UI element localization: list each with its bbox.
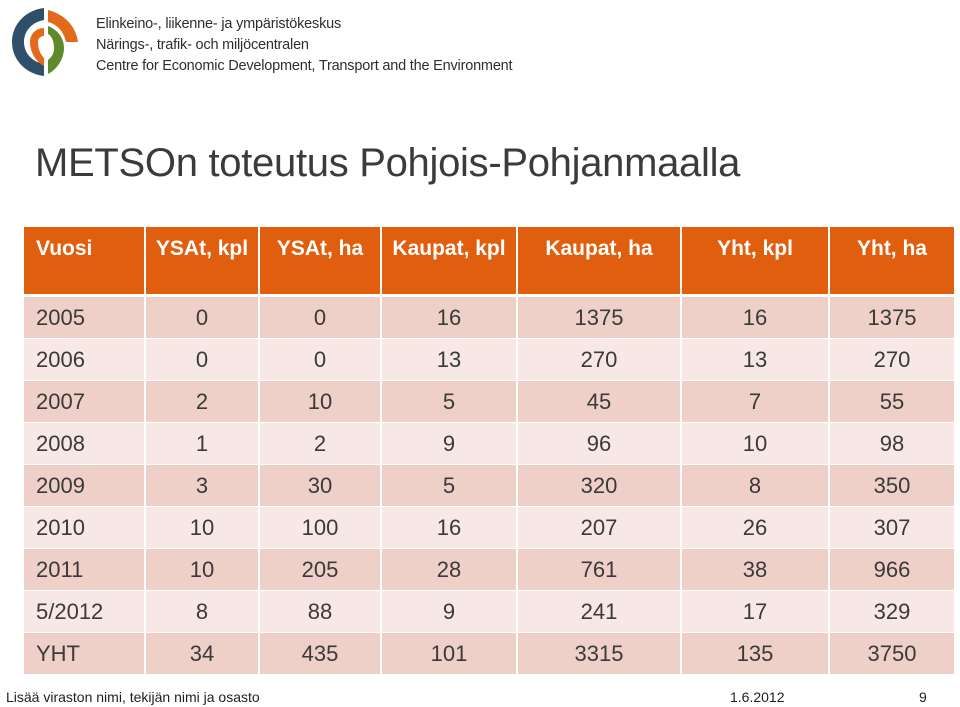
table-cell: 38 — [682, 549, 830, 591]
column-header: Kaupat, kpl — [382, 227, 518, 297]
table-row — [24, 381, 956, 423]
table-cell: 16 — [382, 507, 518, 549]
table-cell: 45 — [518, 381, 682, 423]
table-cell: 10 — [682, 423, 830, 465]
table-cell: 2 — [146, 381, 260, 423]
table-cell: 1375 — [830, 297, 956, 339]
table-cell: 270 — [518, 339, 682, 381]
table-cell: 0 — [146, 339, 260, 381]
row-label-cell: YHT — [24, 633, 146, 675]
table-cell: 320 — [518, 465, 682, 507]
slide-title: METSOn toteutus Pohjois-Pohjanmaalla — [35, 141, 741, 185]
table-cell: 0 — [146, 297, 260, 339]
column-header: Yht, kpl — [682, 227, 830, 297]
table-cell: 55 — [830, 381, 956, 423]
table-cell: 28 — [382, 549, 518, 591]
table-cell: 435 — [260, 633, 382, 675]
table-row — [24, 591, 956, 633]
table-row — [24, 549, 956, 591]
column-header: Vuosi — [24, 227, 146, 297]
table-cell: 8 — [682, 465, 830, 507]
table-row — [24, 297, 956, 339]
data-table — [24, 227, 956, 675]
table-row — [24, 339, 956, 381]
table-cell: 3 — [146, 465, 260, 507]
table-cell: 1 — [146, 423, 260, 465]
row-label-cell: 2006 — [24, 339, 146, 381]
column-header: Yht, ha — [830, 227, 956, 297]
table-cell: 13 — [682, 339, 830, 381]
org-name-sv: Närings-, trafik- och miljöcentralen — [96, 37, 309, 53]
footer-text: Lisää viraston nimi, tekijän nimi ja osasto — [6, 689, 260, 705]
table-cell: 3315 — [518, 633, 682, 675]
table-header-row — [24, 227, 956, 297]
table-cell: 34 — [146, 633, 260, 675]
table-cell: 16 — [382, 297, 518, 339]
table-cell: 0 — [260, 339, 382, 381]
table-cell: 966 — [830, 549, 956, 591]
table-cell: 1375 — [518, 297, 682, 339]
table-cell: 101 — [382, 633, 518, 675]
table-cell: 10 — [146, 507, 260, 549]
table-cell: 761 — [518, 549, 682, 591]
table-cell: 329 — [830, 591, 956, 633]
column-header: Kaupat, ha — [518, 227, 682, 297]
table-cell: 10 — [260, 381, 382, 423]
table-row — [24, 423, 956, 465]
table-row — [24, 465, 956, 507]
organization-names — [96, 14, 512, 77]
table-cell: 9 — [382, 591, 518, 633]
footer-date: 1.6.2012 — [730, 689, 785, 705]
column-header: YSAt, kpl — [146, 227, 260, 297]
row-label-cell: 5/2012 — [24, 591, 146, 633]
table-cell: 241 — [518, 591, 682, 633]
table-cell: 7 — [682, 381, 830, 423]
row-label-cell: 2008 — [24, 423, 146, 465]
table-cell: 5 — [382, 465, 518, 507]
table-cell: 16 — [682, 297, 830, 339]
table-cell: 270 — [830, 339, 956, 381]
table-cell: 8 — [146, 591, 260, 633]
table-cell: 96 — [518, 423, 682, 465]
table-body — [24, 297, 956, 675]
row-label-cell: 2007 — [24, 381, 146, 423]
table-cell: 2 — [260, 423, 382, 465]
table-cell: 205 — [260, 549, 382, 591]
table-cell: 13 — [382, 339, 518, 381]
table-cell: 135 — [682, 633, 830, 675]
column-header: YSAt, ha — [260, 227, 382, 297]
table-cell: 10 — [146, 549, 260, 591]
table-cell: 3750 — [830, 633, 956, 675]
table-cell: 26 — [682, 507, 830, 549]
table-cell: 17 — [682, 591, 830, 633]
table-cell: 30 — [260, 465, 382, 507]
table-row — [24, 633, 956, 675]
table-cell: 207 — [518, 507, 682, 549]
row-label-cell: 2010 — [24, 507, 146, 549]
table-cell: 350 — [830, 465, 956, 507]
table-cell: 88 — [260, 591, 382, 633]
row-label-cell: 2011 — [24, 549, 146, 591]
row-label-cell: 2009 — [24, 465, 146, 507]
table-cell: 100 — [260, 507, 382, 549]
table-cell: 98 — [830, 423, 956, 465]
org-name-en: Centre for Economic Development, Transport and the Environment — [96, 58, 513, 74]
row-label-cell: 2005 — [24, 297, 146, 339]
table-row — [24, 507, 956, 549]
page-number: 9 — [919, 689, 927, 705]
table-cell: 5 — [382, 381, 518, 423]
org-name-fi: Elinkeino-, liikenne- ja ympäristökeskus — [96, 16, 342, 32]
table-cell: 9 — [382, 423, 518, 465]
table-cell: 307 — [830, 507, 956, 549]
ely-centre-logo — [6, 4, 82, 78]
table-cell: 0 — [260, 297, 382, 339]
